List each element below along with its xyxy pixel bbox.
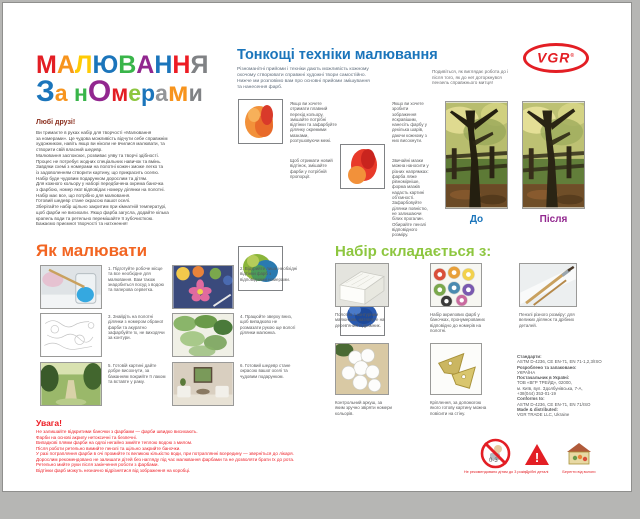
brushes-image xyxy=(520,264,576,306)
kit-canvas-photo xyxy=(335,263,389,307)
keep-dry-icon xyxy=(565,441,593,466)
technique-heading: Тонкощі техніки малювання xyxy=(237,47,438,63)
standards-block: Стандарти: ASTM D-4236, CE EN-71, EN 71-1,2,3/ISO Розроблено та запаковано: УКРАЇНА Постачальник в Україні: ТОВ «ВГР ТРЕЙД», 02000, м. Київ, вул. Здолбунівська, 7-А, +38(044) 353-01-19 Conforms to: ASTM D-4236, CE EN-71, EN 71/ISO Made & distributed: VGR TRADE LLC, Ukraine xyxy=(517,354,602,418)
vgr-logo-text: VGR xyxy=(536,49,571,66)
kit-caption: Кріплення, за допомогою якого готову картину можна повісити на стіну. xyxy=(430,400,487,416)
kit-caption: Пензлі різного розміру: для великих ділянок та дрібних деталей. xyxy=(519,312,575,328)
svg-text:!: ! xyxy=(534,450,540,465)
kit-cups-photo xyxy=(335,343,389,395)
tree-after-image xyxy=(523,102,584,208)
vgr-logo xyxy=(523,43,589,73)
hanging-hooks-image xyxy=(431,344,481,394)
before-label: До xyxy=(469,214,484,225)
swatch-caption: Якщо ви хочете зробити зображення яскравішим, нанесіть фарбу у декілька шарів, даючи кожному з них висохнути. xyxy=(392,101,427,144)
brand-note: Подивіться, як виглядає робота до і після того, як до неї доторкнувся пензель справжнього митця! xyxy=(432,69,509,86)
svg-text:0-3: 0-3 xyxy=(489,458,498,464)
half-painted-canvas-image xyxy=(173,314,233,356)
age-warning-icon xyxy=(480,438,511,469)
kit-caption: Контрольний аркуш, за яким зручно звіряти номери кольорів. xyxy=(335,400,392,416)
kit-caption: Полотно з контурним малюнком, натягнуте на дерев'яний підрамник. xyxy=(335,312,385,328)
swatch-orange-image xyxy=(238,99,283,144)
after-photo xyxy=(522,101,585,209)
warning-heading: Увага! xyxy=(36,418,62,428)
after-label: Після xyxy=(539,214,568,225)
age-warning-caption: Не рекомендовано дітям до 3 років xyxy=(463,470,527,474)
step3-photo xyxy=(40,313,102,357)
page-title-line1: МАЛЮВАННЯ xyxy=(36,51,209,79)
outline-canvas-image xyxy=(41,314,101,356)
warning-triangle-caption: Дрібні деталі xyxy=(525,470,549,474)
intro-paragraph: Ви тримаєте в руках набір для творчості «Малювання за номерами». Це чудова можливість відчути себе справжнім художником, навіть якщо ви ніколи не вчилися малювати, та створити свій власний шедевр. Малювання заспокоює, розвиває уяву та творчі здібності. Процес не потребує жодних спеціальних навичок та вмінь. Завдяки схемі з номерами на полотні кожен зможе легко та із задоволенням створити картину, що прикрасить оселю. Набір буде чудовим подарунком дорослим та дітям. Для кожного кольору у наборі передбачена окрема баночка з фарбою, номер якої відповідає номеру ділянки на полотні. Набір має все, що потрібно для малювання. Готовий шедевр стане окрасою вашої оселі. Зберігайте набір щільно закритим при кімнатній температурі, щоб фарби не висихали. Якщо фарба загусла, додайте кілька крапель води та ретельно перемішайте її зубочисткою. Бажаємо приємної творчості та натхнення! xyxy=(36,130,169,227)
leaflet-sheet xyxy=(2,2,632,492)
intro-heading: Любі друзі! xyxy=(36,119,76,126)
kit-heading: Набір складається з: xyxy=(335,243,492,260)
paint-cups-image xyxy=(336,344,388,394)
tree-before-image xyxy=(446,102,507,208)
stretched-canvas-image xyxy=(336,264,388,306)
kit-caption: Набір акрилових фарб у баночках, пронумерованих відповідно до номерів на полотні. xyxy=(430,312,485,333)
step-caption: 1. Підготуйте робоче місце та все необхідне для малювання. Вам також знадобиться посуд з водою та паперова серветка. xyxy=(108,266,164,293)
numbered-paints-image xyxy=(431,264,481,306)
step5-photo xyxy=(40,362,102,406)
step-caption: 3. Знайдіть на полотні ділянки з номером обраної фарби та акуратно зафарбуйте їх, не виходячи за контури. xyxy=(108,314,165,341)
paint-blob-red-icon xyxy=(341,145,384,188)
swatch-red-image xyxy=(340,144,385,189)
warning-triangle-icon xyxy=(524,443,550,467)
step-caption: 6. Готовий шедевр стане окрасою вашої оселі та чудовим подарунком. xyxy=(240,363,291,379)
step1-photo xyxy=(40,265,102,309)
technique-intro: Різноманітні прийоми і техніки дають можливість кожному охочому створювати справжні художні твори самостійно. Нижче ми розповімо вам про основні прийоми змішування та нанесення фарб. xyxy=(237,67,370,90)
paint-pots-flower-image xyxy=(173,266,233,308)
kit-hooks-photo xyxy=(430,343,482,395)
swatch-caption: Щоб отримати новий відтінок, змішайте фарби у потрібній пропорції. xyxy=(290,158,333,179)
step-caption: 5. Готовій картині дайте добре висохнути, за бажанням покрийте її лаком та вставте у раму. xyxy=(108,363,166,384)
step-caption: 4. Працюйте зверху вниз, щоб випадково не розмазати рукою ще вологі ділянки малюнка. xyxy=(240,314,296,335)
kit-brushes-photo xyxy=(519,263,577,307)
paint-blob-orange-icon xyxy=(239,100,282,143)
interior-with-painting-image xyxy=(173,363,233,405)
step-caption: 2. Відкрийте лише необхідні відтінки фарб з відповідними номерами. xyxy=(240,266,298,282)
registered-mark: ® xyxy=(570,53,576,59)
step6-photo xyxy=(172,362,234,406)
kit-paints-photo xyxy=(430,263,482,307)
step4-photo xyxy=(172,313,234,357)
keep-dry-caption: Берегти від вологи xyxy=(562,470,596,474)
page-title-line2: За нОмерами xyxy=(36,75,203,108)
howto-heading: Як малювати xyxy=(36,241,148,260)
swatch-caption: Звичайні мазки можна наносити у різних напрямках: фарба ляже рівномірніше, форма мазків надасть картині обʼємності. Зафарбовуйте ділянки повністю, не залишаючи білих прогалин. Обирайте пензлі відповідного розміру. xyxy=(392,158,429,238)
finished-painting-image xyxy=(41,363,101,405)
warning-paragraph: Не залишайте відкритими баночки з фарбами — фарби швидко висихають. Фарби на основі акрилу нетоксичні та безпечні. Випадкові плями фарби на одязі негайно змийте теплою водою з милом. Після роботи ретельно вимийте пензлі та щільно закрийте баночки. У разі потрапляння фарби в очі промийте їх великою кількістю води, при потраплянні всередину — зверніться до лікаря. Дорослим рекомендовано не залишати дітей без нагляду під час малювання фарбами та не дозволяти брати їх до рота. Ретельно мийте руки після закінчення роботи з фарбами. Відтінки фарб можуть незначно відрізнятися від зображення на коробці. xyxy=(36,429,295,473)
step2-photo xyxy=(172,265,234,309)
water-jar-image xyxy=(41,266,101,308)
swatch-caption: Якщо ви хочете отримати плавний перехід кольору, змішайте потрібні відтінки та зафарбуйте ділянку окремими мазками, розтушовуючи межі. xyxy=(290,101,337,144)
before-photo xyxy=(445,101,508,209)
